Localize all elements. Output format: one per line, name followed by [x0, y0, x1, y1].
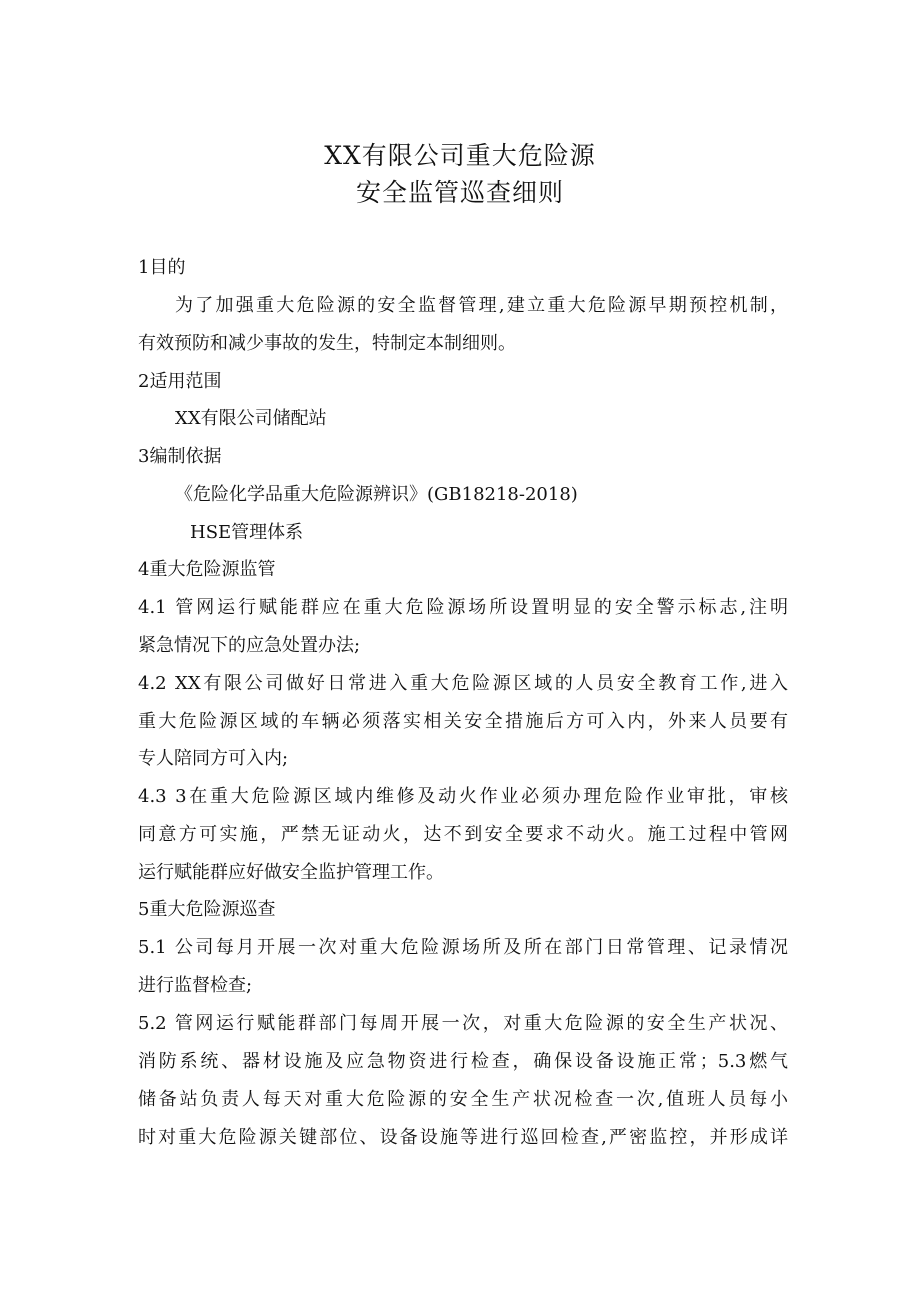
paragraph-line: 5.1 公司每月开展一次对重大危险源场所及所在部门日常管理、记录情况 — [138, 937, 788, 958]
paragraph-line: 储备站负责人每天对重大危险源的安全生产状况检查一次,值班人员每小 — [138, 1089, 788, 1110]
paragraph-line: 运行赋能群应好做安全监护管理工作。 — [138, 862, 444, 883]
paragraph-line: 4.3 3在重大危险源区域内维修及动火作业必须办理危险作业审批，审核 — [138, 786, 788, 807]
paragraph-line: 4.1 管网运行赋能群应在重大危险源场所设置明显的安全警示标志,注明 — [138, 597, 788, 618]
paragraph-line: 紧急情况下的应急处置办法; — [138, 635, 361, 656]
section-heading-inspection: 5重大危险源巡查 — [138, 899, 276, 920]
paragraph-line: 重大危险源区域的车辆必须落实相关安全措施后方可入内，外来人员要有 — [138, 711, 788, 732]
paragraph-line: 为了加强重大危险源的安全监督管理,建立重大危险源早期预控机制， — [175, 295, 788, 316]
paragraph-line: 进行监督检查; — [138, 975, 253, 996]
paragraph-line: 专人陪同方可入内; — [138, 748, 289, 769]
paragraph-line: 5.2 管网运行赋能群部门每周开展一次，对重大危险源的安全生产状况、 — [138, 1013, 788, 1034]
section-heading-supervision: 4重大危险源监管 — [138, 559, 276, 580]
paragraph-line: HSE管理体系 — [190, 522, 304, 543]
section-heading-purpose: 1目的 — [138, 257, 186, 278]
paragraph-line: 时对重大危险源关键部位、设备设施等进行巡回检查,严密监控，并形成详 — [138, 1127, 788, 1148]
paragraph-line: 消防系统、器材设施及应急物资进行检查，确保设备设施正常；5.3燃气 — [138, 1051, 788, 1072]
document-title-line-1: XX有限公司重大危险源 — [324, 141, 596, 170]
paragraph-line: XX有限公司储配站 — [175, 408, 327, 429]
paragraph-line: 有效预防和减少事故的发生，特制定本制细则。 — [138, 333, 516, 354]
paragraph-line: 《危险化学品重大危险源辨识》(GB18218-2018) — [175, 484, 578, 505]
section-heading-scope: 2适用范围 — [138, 371, 222, 392]
paragraph-line: 同意方可实施，严禁无证动火，达不到安全要求不动火。施工过程中管网 — [138, 824, 788, 845]
paragraph-line: 4.2 XX有限公司做好日常进入重大危险源区域的人员安全教育工作,进入 — [138, 673, 788, 694]
document-title-line-2: 安全监管巡查细则 — [355, 178, 564, 207]
section-heading-basis: 3编制依据 — [138, 446, 222, 467]
